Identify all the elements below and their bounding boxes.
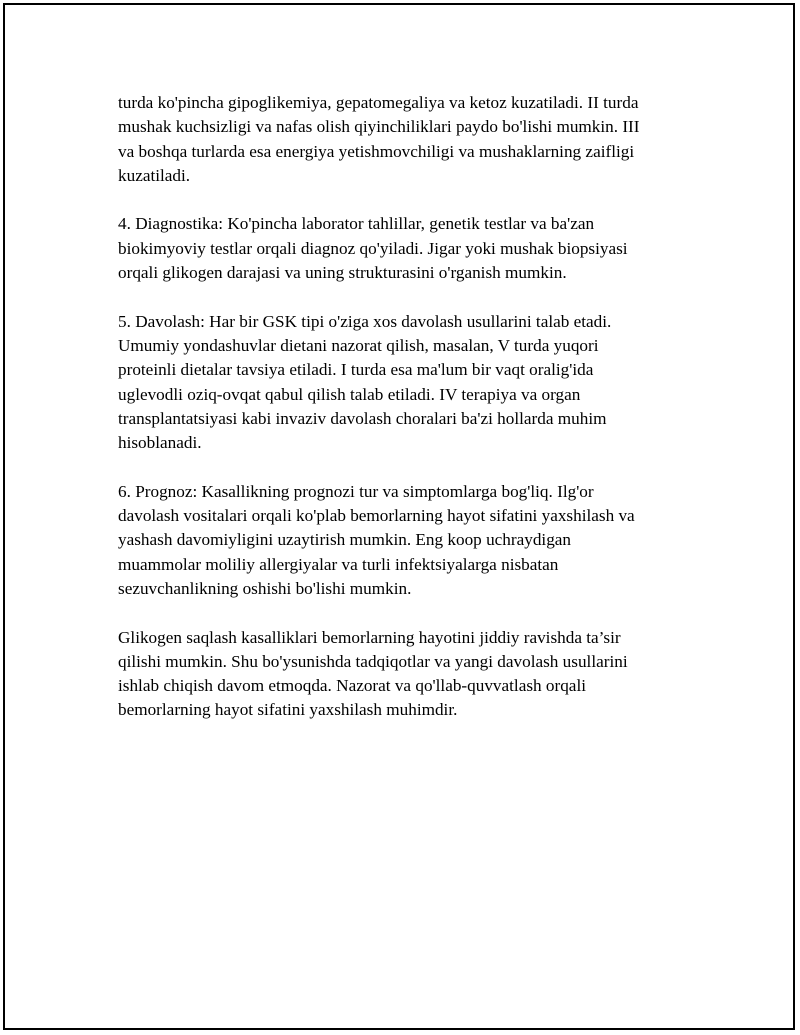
paragraph-treatment: 5. Davolash: Har bir GSK tipi o'ziga xos davolash usullarini talab etadi. Umumiy yondashuvlar dietani nazorat qilish, masalan, V turda yuqori proteinli dietalar tavsiya etiladi. I turda esa ma'lum bir vaqt oralig'ida uglevodli oziq-ovqat qabul qilish talab etiladi. IV terapiya va organ transplantatsiyasi kabi invaziv davolash choralari ba'zi hollarda muhim hisoblanadi. [118,311,612,453]
paragraph-conclusion: Glikogen saqlash kasalliklari bemorlarning hayotini jiddiy ravishda ta’sir qilishi mumkin. Shu bo'ysunishda tadqiqotlar va yangi davolash usullarini ishlab chiqish davom etmoqda. Nazorat va qo'llab-quvvatlash orqali bemorlarning hayot sifatini yaxshilash muhimdir. [118,627,628,720]
paragraph-diagnostics: 4. Diagnostika: Ko'pincha laborator tahlillar, genetik testlar va ba'zan biokimyoviy testlar orqali diagnoz qo'yiladi. Jigar yoki mushak biopsiyasi orqali glikogen darajasi va uning strukturasini o'rganish mumkin. [118,214,628,283]
paragraph-prognosis: 6. Prognoz: Kasallikning prognozi tur va simptomlarga bog'liq. Ilg'or davolash vositalari orqali ko'plab bemorlarning hayot sifatini yaxshilash va yashash davomiyligini uzaytirish mumkin. Eng koop uchraydigan muammolar moliliy allergiyalar va turli infektsiyalarga nisbatan sezuvchanlikning oshishi bo'lishi mumkin. [118,481,635,598]
document-body [118,91,688,747]
paragraph-symptoms-continued: turda ko'pincha gipoglikemiya, gepatomegaliya va ketoz kuzatiladi. II turda mushak kuchsizligi va nafas olish qiyinchiliklari paydo bo'lishi mumkin. III va boshqa turlarda esa energiya yetishmovchiligi va mushaklarning zaifligi kuzatiladi. [118,93,640,185]
